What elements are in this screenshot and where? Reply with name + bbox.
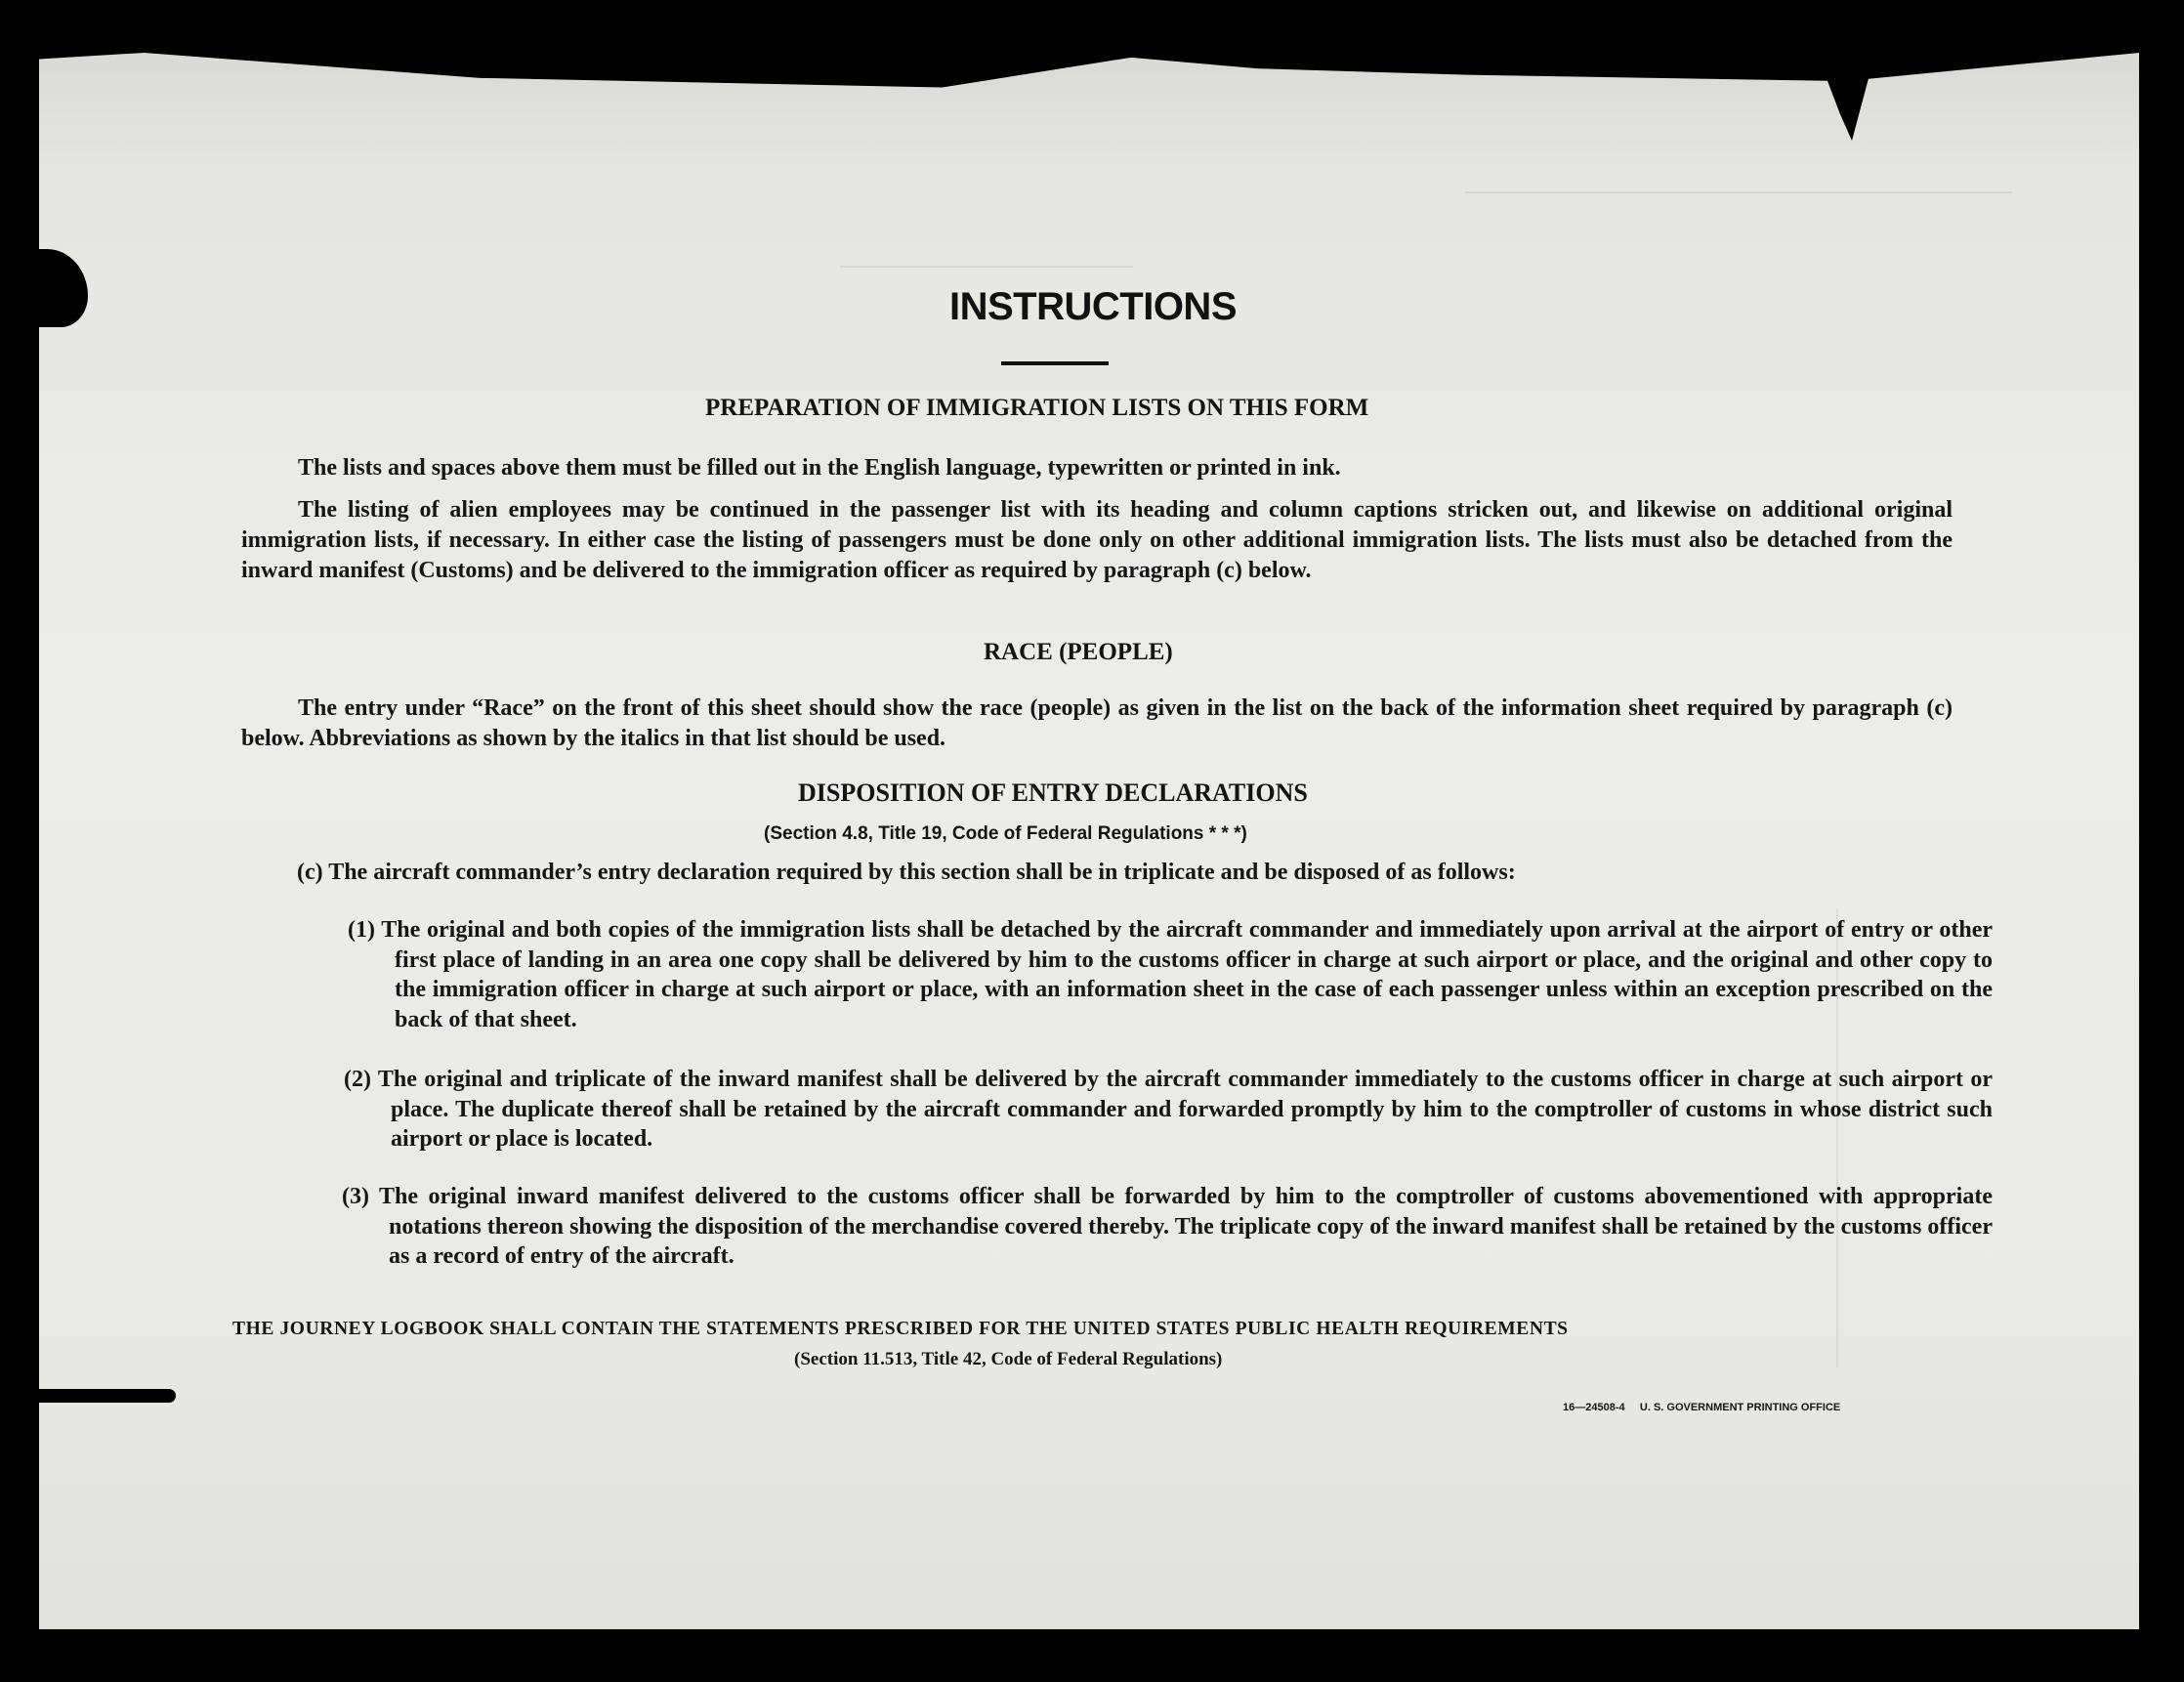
race-heading: RACE (PEOPLE) [984,639,1173,665]
page-title: INSTRUCTIONS [949,285,1237,328]
disposition-heading: DISPOSITION OF ENTRY DECLARATIONS [798,778,1308,807]
printer-imprint: 16—24508-4 U. S. GOVERNMENT PRINTING OFFICE [1563,1402,1841,1413]
race-paragraph [241,694,1953,754]
bleed-through-texture [1465,166,2012,193]
title-underline [1001,361,1109,365]
race-paragraph-text: The entry under “Race” on the front of this sheet should show the race (people) as given in the list on the back of the information sheet required by paragraph (c) below. Abbreviations as shown by the italics in that list should be used. [241,695,1953,751]
torn-edge-left-lower [20,1389,176,1403]
disposition-item-2: (2) The original and triplicate of the inward manifest shall be delivered by the aircraft commander immediately to the customs officer in charge at such airport or place. The duplicate thereof shall be retained by the aircraft commander and forwarded promptly by him to the comptroller of customs in whose district such airport or place is located. [344,1067,1993,1152]
disposition-subheading: (Section 4.8, Title 19, Code of Federal Regulations * * *) [764,823,1247,844]
disposition-intro: (c) The aircraft commander’s entry declaration required by this section shall be in triplicate and be disposed of as follows: [297,860,1516,885]
preparation-paragraph-2 [241,495,1953,586]
preparation-paragraph-1: The lists and spaces above them must be filled out in the English language, typewritten or printed in ink. [298,455,1341,481]
disposition-item-1: (1) The original and both copies of the immigration lists shall be detached by the aircraft commander and immediately upon arrival at the airport of entry or other first place of landing in an area one copy shall be delivered by him to the customs officer in charge at such airport or place, and the original and other copy to the immigration officer in charge at such airport or place, with an information sheet in the case of each passenger unless within an exception prescribed on the back of that sheet. [348,917,1993,1032]
disposition-item-3: (3) The original inward manifest delivered to the customs officer shall be forwarded by him to the comptroller of customs abovementioned with appropriate notations thereon showing the disposition of the merchandise covered thereby. The triplicate copy of the inward manifest shall be retained by the customs officer as a record of entry of the aircraft. [342,1184,1993,1269]
public-health-citation: (Section 11.513, Title 42, Code of Federal Regulations) [794,1349,1223,1369]
preparation-paragraph-2-text: The listing of alien employees may be continued in the passenger list with its heading and column captions stricken out, and likewise on additional original immigration lists, if necessary. In either case the listing of passengers must be done only on other additional immigration lists. The lists must also be detached from the inward manifest (Customs) and be delivered to the immigration officer as required by paragraph (c) below. [241,497,1953,583]
public-health-statement: THE JOURNEY LOGBOOK SHALL CONTAIN THE STATEMENTS PRESCRIBED FOR THE UNITED STATES PUBLIC HEALTH REQUIREMENTS [232,1319,1569,1339]
preparation-heading: PREPARATION OF IMMIGRATION LISTS ON THIS FORM [705,395,1369,421]
bleed-through-texture [840,244,1133,268]
